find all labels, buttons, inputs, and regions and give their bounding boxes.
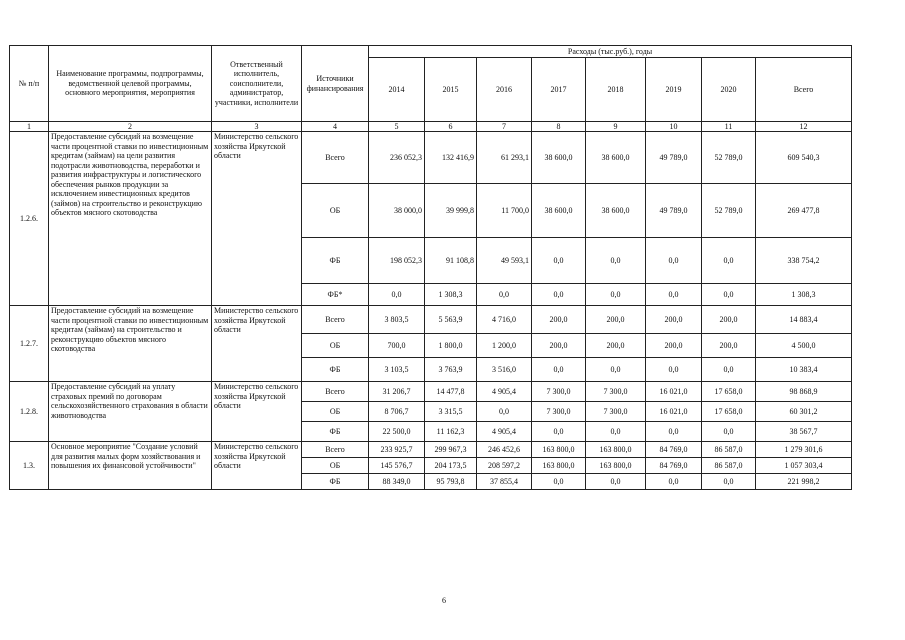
- value-cell: 16 021,0: [646, 402, 702, 422]
- value-cell: 204 173,5: [425, 458, 477, 474]
- value-cell: 0,0: [369, 284, 425, 306]
- value-cell: 31 206,7: [369, 382, 425, 402]
- row-id: 1.2.6.: [10, 132, 49, 306]
- value-cell: 163 800,0: [586, 458, 646, 474]
- value-cell: 233 925,7: [369, 442, 425, 458]
- responsible: Министерство сельского хозяйства Иркутской области: [212, 132, 302, 306]
- value-cell: 145 576,7: [369, 458, 425, 474]
- col-number: 6: [425, 122, 477, 132]
- value-cell: 0,0: [702, 474, 756, 490]
- col-number: 5: [369, 122, 425, 132]
- funding-source: ФБ: [302, 422, 369, 442]
- table-body: [10, 132, 852, 490]
- total-cell: 60 301,2: [756, 402, 852, 422]
- total-cell: 10 383,4: [756, 358, 852, 382]
- value-cell: 5 563,9: [425, 306, 477, 334]
- total-cell: 609 540,3: [756, 132, 852, 184]
- funding-source: ОБ: [302, 334, 369, 358]
- value-cell: 0,0: [646, 422, 702, 442]
- value-cell: 7 300,0: [586, 382, 646, 402]
- total-cell: 1 057 303,4: [756, 458, 852, 474]
- col-number: 8: [532, 122, 586, 132]
- value-cell: 84 769,0: [646, 442, 702, 458]
- value-cell: 3 103,5: [369, 358, 425, 382]
- value-cell: 700,0: [369, 334, 425, 358]
- total-cell: 14 883,4: [756, 306, 852, 334]
- value-cell: 3 516,0: [477, 358, 532, 382]
- value-cell: 0,0: [702, 422, 756, 442]
- value-cell: 200,0: [586, 306, 646, 334]
- table-row: [10, 442, 852, 458]
- measure-name: Предоставление субсидий на возмещение части процентной ставки по инвестиционным кредитам (займам) на цели развития подотрасли животноводства, переработки и развития инфраструктуры и логистического обеспечения рынков продукции за исключением инвестиционных кредитов (займов) на строительство и реконструкцию объектов мясного скотоводства: [49, 132, 212, 306]
- value-cell: 0,0: [586, 474, 646, 490]
- value-cell: 7 300,0: [586, 402, 646, 422]
- col-number: 4: [302, 122, 369, 132]
- value-cell: 0,0: [702, 358, 756, 382]
- value-cell: 1 800,0: [425, 334, 477, 358]
- value-cell: 61 293,1: [477, 132, 532, 184]
- value-cell: 163 800,0: [532, 442, 586, 458]
- responsible: Министерство сельского хозяйства Иркутской области: [212, 306, 302, 382]
- total-cell: 98 868,9: [756, 382, 852, 402]
- header-no: № п/п: [10, 46, 49, 122]
- value-cell: 0,0: [702, 238, 756, 284]
- value-cell: 3 315,5: [425, 402, 477, 422]
- total-cell: 1 279 301,6: [756, 442, 852, 458]
- table-row: [10, 306, 852, 334]
- funding-source: ФБ*: [302, 284, 369, 306]
- value-cell: 163 800,0: [532, 458, 586, 474]
- column-numbers-row: [10, 122, 852, 132]
- funding-source: ФБ: [302, 474, 369, 490]
- value-cell: 4 716,0: [477, 306, 532, 334]
- measure-name: Предоставление субсидий на уплату страховых премий по договорам сельскохозяйственного страхования в области животноводства: [49, 382, 212, 442]
- value-cell: 200,0: [646, 334, 702, 358]
- value-cell: 49 789,0: [646, 132, 702, 184]
- value-cell: 200,0: [586, 334, 646, 358]
- value-cell: 1 308,3: [425, 284, 477, 306]
- value-cell: 86 587,0: [702, 458, 756, 474]
- measure-name: Предоставление субсидий на возмещение части процентной ставки по инвестиционным кредитам (займам) на строительство и реконструкцию объектов мясного скотоводства: [49, 306, 212, 382]
- value-cell: 200,0: [702, 334, 756, 358]
- value-cell: 17 658,0: [702, 382, 756, 402]
- table-row: [10, 382, 852, 402]
- value-cell: 14 477,8: [425, 382, 477, 402]
- value-cell: 236 052,3: [369, 132, 425, 184]
- value-cell: 7 300,0: [532, 402, 586, 422]
- value-cell: 38 600,0: [586, 184, 646, 238]
- value-cell: 0,0: [477, 284, 532, 306]
- header-name: Наименование программы, подпрограммы, ведомственной целевой программы, основного мероприятия, мероприятия: [49, 46, 212, 122]
- value-cell: 0,0: [586, 238, 646, 284]
- value-cell: 0,0: [532, 474, 586, 490]
- value-cell: 0,0: [586, 422, 646, 442]
- header-year: 2014: [369, 58, 425, 122]
- value-cell: 246 452,6: [477, 442, 532, 458]
- value-cell: 0,0: [646, 358, 702, 382]
- funding-source: ОБ: [302, 458, 369, 474]
- value-cell: 299 967,3: [425, 442, 477, 458]
- value-cell: 38 000,0: [369, 184, 425, 238]
- value-cell: 200,0: [532, 334, 586, 358]
- col-number: 7: [477, 122, 532, 132]
- responsible: Министерство сельского хозяйства Иркутской области: [212, 442, 302, 490]
- value-cell: 49 593,1: [477, 238, 532, 284]
- header-source: Источники финансирования: [302, 46, 369, 122]
- funding-source: ОБ: [302, 184, 369, 238]
- value-cell: 0,0: [646, 238, 702, 284]
- col-number: 11: [702, 122, 756, 132]
- value-cell: 0,0: [646, 284, 702, 306]
- value-cell: 7 300,0: [532, 382, 586, 402]
- row-id: 1.2.7.: [10, 306, 49, 382]
- header-year: 2016: [477, 58, 532, 122]
- value-cell: 11 700,0: [477, 184, 532, 238]
- header-year: 2020: [702, 58, 756, 122]
- row-id: 1.2.8.: [10, 382, 49, 442]
- value-cell: 4 905,4: [477, 422, 532, 442]
- responsible: Министерство сельского хозяйства Иркутской области: [212, 382, 302, 442]
- value-cell: 0,0: [532, 358, 586, 382]
- measure-name: Основное мероприятие "Создание условий для развития малых форм хозяйствования и повышения их финансовой устойчивости": [49, 442, 212, 490]
- value-cell: 208 597,2: [477, 458, 532, 474]
- total-cell: 338 754,2: [756, 238, 852, 284]
- value-cell: 0,0: [532, 238, 586, 284]
- funding-source: ФБ: [302, 238, 369, 284]
- value-cell: 163 800,0: [586, 442, 646, 458]
- header-resp: Ответственный исполнитель, соисполнители, администратор, участники, исполнители: [212, 46, 302, 122]
- col-number: 9: [586, 122, 646, 132]
- funding-source: Всего: [302, 382, 369, 402]
- value-cell: 0,0: [477, 402, 532, 422]
- value-cell: 200,0: [532, 306, 586, 334]
- total-cell: 4 500,0: [756, 334, 852, 358]
- value-cell: 0,0: [702, 284, 756, 306]
- col-number: 12: [756, 122, 852, 132]
- page-number: 6: [442, 596, 446, 605]
- value-cell: 3 763,9: [425, 358, 477, 382]
- value-cell: 0,0: [586, 284, 646, 306]
- funding-source: Всего: [302, 306, 369, 334]
- value-cell: 38 600,0: [532, 184, 586, 238]
- header-year: 2015: [425, 58, 477, 122]
- value-cell: 86 587,0: [702, 442, 756, 458]
- value-cell: 3 803,5: [369, 306, 425, 334]
- value-cell: 132 416,9: [425, 132, 477, 184]
- value-cell: 88 349,0: [369, 474, 425, 490]
- value-cell: 0,0: [646, 474, 702, 490]
- total-cell: 221 998,2: [756, 474, 852, 490]
- value-cell: 95 793,8: [425, 474, 477, 490]
- value-cell: 38 600,0: [532, 132, 586, 184]
- value-cell: 16 021,0: [646, 382, 702, 402]
- value-cell: 200,0: [702, 306, 756, 334]
- value-cell: 0,0: [532, 422, 586, 442]
- header-expenses: Расходы (тыс.руб.), годы: [369, 46, 852, 58]
- header-year: 2017: [532, 58, 586, 122]
- funding-source: ОБ: [302, 402, 369, 422]
- funding-source: Всего: [302, 132, 369, 184]
- value-cell: 39 999,8: [425, 184, 477, 238]
- value-cell: 17 658,0: [702, 402, 756, 422]
- value-cell: 38 600,0: [586, 132, 646, 184]
- value-cell: 8 706,7: [369, 402, 425, 422]
- value-cell: 200,0: [646, 306, 702, 334]
- header-year: 2019: [646, 58, 702, 122]
- row-id: 1.3.: [10, 442, 49, 490]
- value-cell: 4 905,4: [477, 382, 532, 402]
- table-row: [10, 132, 852, 184]
- total-cell: 38 567,7: [756, 422, 852, 442]
- col-number: 2: [49, 122, 212, 132]
- total-cell: 1 308,3: [756, 284, 852, 306]
- value-cell: 0,0: [532, 284, 586, 306]
- value-cell: 37 855,4: [477, 474, 532, 490]
- header-total: Всего: [756, 58, 852, 122]
- value-cell: 1 200,0: [477, 334, 532, 358]
- value-cell: 0,0: [586, 358, 646, 382]
- value-cell: 52 789,0: [702, 132, 756, 184]
- value-cell: 84 769,0: [646, 458, 702, 474]
- value-cell: 52 789,0: [702, 184, 756, 238]
- col-number: 10: [646, 122, 702, 132]
- header-year: 2018: [586, 58, 646, 122]
- total-cell: 269 477,8: [756, 184, 852, 238]
- funding-source: ФБ: [302, 358, 369, 382]
- value-cell: 49 789,0: [646, 184, 702, 238]
- value-cell: 198 052,3: [369, 238, 425, 284]
- funding-source: Всего: [302, 442, 369, 458]
- col-number: 1: [10, 122, 49, 132]
- value-cell: 22 500,0: [369, 422, 425, 442]
- value-cell: 11 162,3: [425, 422, 477, 442]
- budget-table: [9, 45, 852, 490]
- col-number: 3: [212, 122, 302, 132]
- value-cell: 91 108,8: [425, 238, 477, 284]
